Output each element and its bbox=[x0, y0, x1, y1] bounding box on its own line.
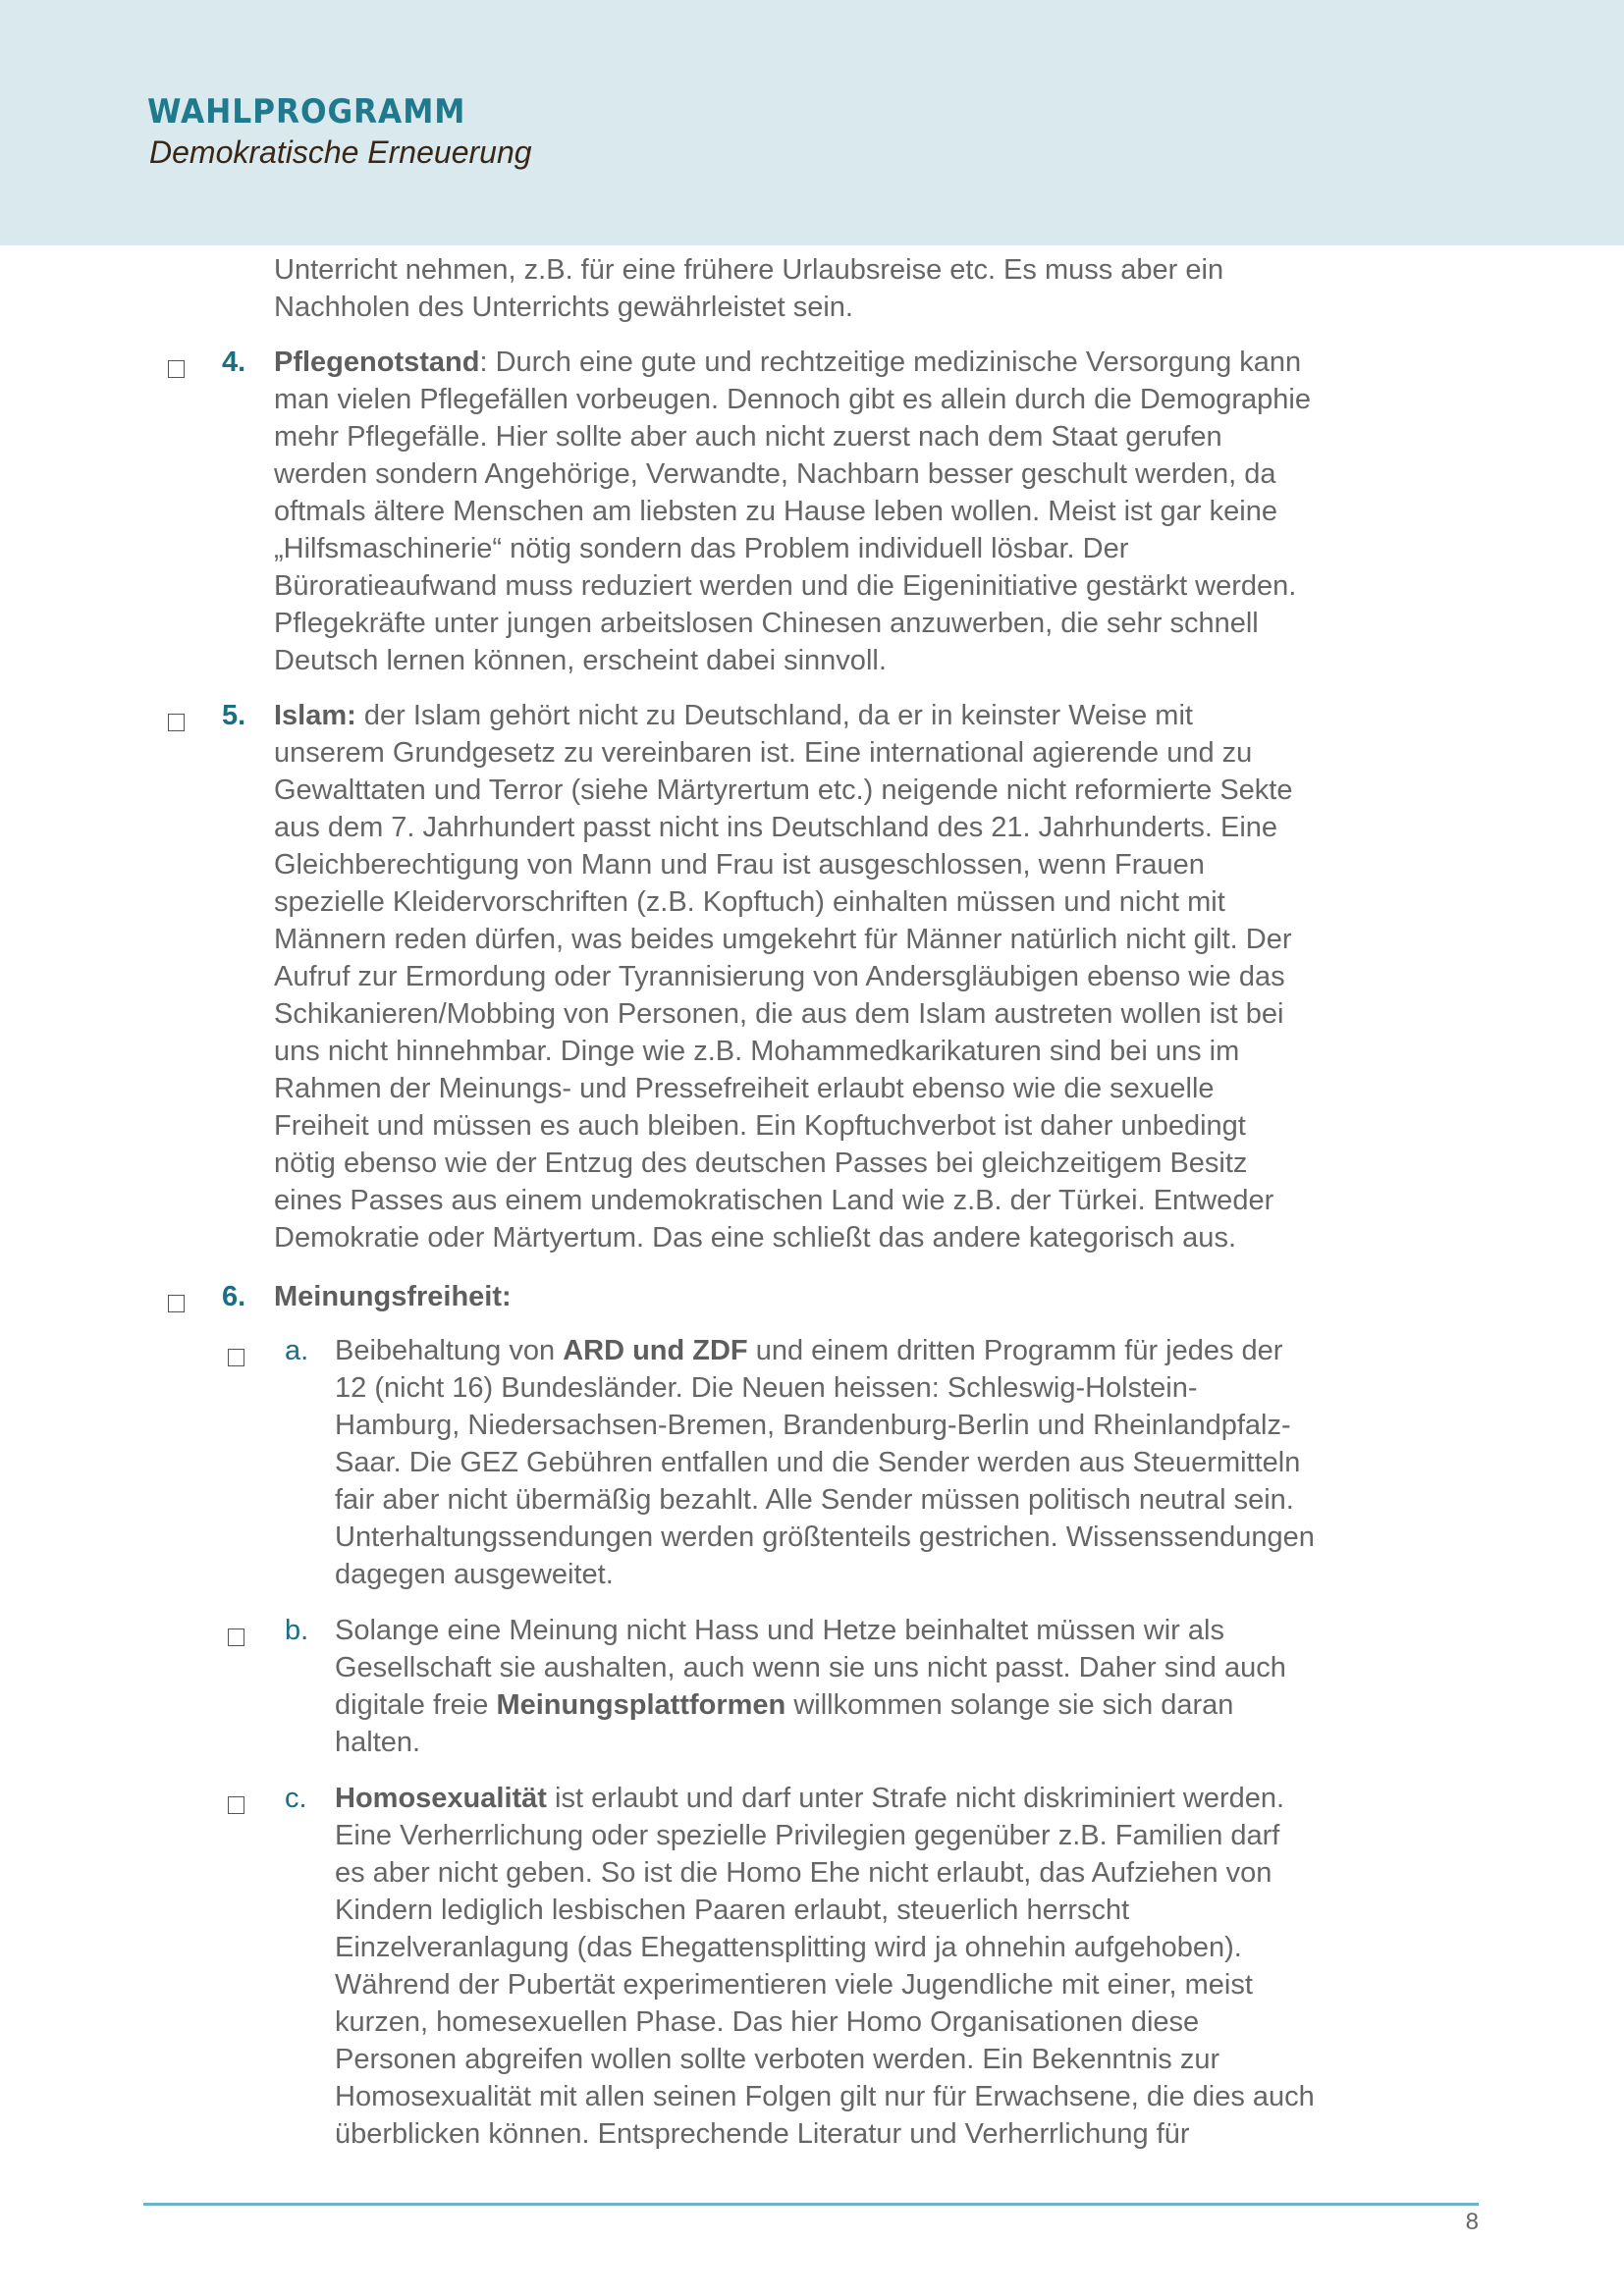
body-text: willkommen solange sie sich daran bbox=[785, 1689, 1234, 1721]
body-line: Gesellschaft sie aushalten, auch wenn sie uns nicht passt. Daher sind auch bbox=[335, 1652, 1286, 1683]
item-5-checkbox[interactable] bbox=[168, 714, 185, 731]
body-text: : Durch eine gute und rechtzeitige medizinische Versorgung kann bbox=[479, 347, 1302, 378]
body-line: Solange eine Meinung nicht Hass und Hetze beinhaltet müssen wir als bbox=[335, 1615, 1224, 1646]
body-line: oftmals ältere Menschen am liebsten zu Hause leben wollen. Meist ist gar keine bbox=[274, 496, 1277, 527]
body-line: Eine Verherrlichung oder spezielle Privilegien gegenüber z.B. Familien darf bbox=[335, 1820, 1280, 1851]
body-line: Saar. Die GEZ Gebühren entfallen und die Sender werden aus Steuermitteln bbox=[335, 1447, 1301, 1478]
body-line: Männern reden dürfen, was beides umgekehrt für Männer natürlich nicht gilt. Der bbox=[274, 924, 1292, 955]
item-6b-letter: b. bbox=[285, 1615, 309, 1646]
body-text: digitale freie bbox=[335, 1689, 497, 1721]
body-line: Einzelveranlagung (das Ehegattensplitting wird ja ohnehin aufgehoben). bbox=[335, 1932, 1242, 1963]
body-line: uns nicht hinnehmbar. Dinge wie z.B. Mohammedkarikaturen sind bei uns im bbox=[274, 1036, 1240, 1067]
item-6c-letter: c. bbox=[285, 1783, 307, 1814]
body-line: Schikanieren/Mobbing von Personen, die aus dem Islam austreten wollen ist bei bbox=[274, 998, 1284, 1030]
emphasis-text: Homosexualität bbox=[335, 1783, 547, 1814]
body-line: aus dem 7. Jahrhundert passt nicht ins Deutschland des 21. Jahrhunderts. Eine bbox=[274, 812, 1278, 843]
body-line: nötig ebenso wie der Entzug des deutschen Passes bei gleichzeitigem Besitz bbox=[274, 1148, 1248, 1179]
item-6b-checkbox[interactable] bbox=[228, 1629, 244, 1646]
body-line: 12 (nicht 16) Bundesländer. Die Neuen heissen: Schleswig-Holstein- bbox=[335, 1372, 1198, 1404]
item-5-heading: Islam: bbox=[274, 700, 356, 731]
body-line: überblicken können. Entsprechende Literatur und Verherrlichung für bbox=[335, 2118, 1190, 2150]
body-line: Kindern lediglich lesbischen Paaren erlaubt, steuerlich herrscht bbox=[335, 1895, 1130, 1926]
body-line: Homosexualität mit allen seinen Folgen gilt nur für Erwachsene, die dies auch bbox=[335, 2081, 1315, 2112]
body-line: Unterhaltungssendungen werden größtenteils gestrichen. Wissenssendungen bbox=[335, 1522, 1315, 1553]
page-number: 8 bbox=[1465, 2209, 1479, 2235]
body-line: Deutsch lernen können, erscheint dabei sinnvoll. bbox=[274, 645, 887, 676]
item-4-first-line bbox=[274, 344, 1301, 381]
item-6c-first-line bbox=[335, 1780, 1284, 1817]
body-line: Demokratie oder Märtyertum. Das eine schließt das andere kategorisch aus. bbox=[274, 1222, 1236, 1254]
item-5-first-line bbox=[274, 697, 1193, 734]
body-line: Freiheit und müssen es auch bleiben. Ein Kopftuchverbot ist daher unbedingt bbox=[274, 1110, 1246, 1142]
body-text: der Islam gehört nicht zu Deutschland, da er in keinster Weise mit bbox=[355, 700, 1193, 731]
body-line: kurzen, homesexuellen Phase. Das hier Homo Organisationen diese bbox=[335, 2006, 1200, 2038]
emphasis-text: ARD und ZDF bbox=[563, 1335, 748, 1366]
body-line: halten. bbox=[335, 1727, 421, 1758]
item-6a-checkbox[interactable] bbox=[228, 1349, 244, 1366]
body-line: mehr Pflegefälle. Hier sollte aber auch nicht zuerst nach dem Staat gerufen bbox=[274, 421, 1222, 453]
body-line: werden sondern Angehörige, Verwandte, Nachbarn besser geschult werden, da bbox=[274, 458, 1276, 490]
item-6a-letter: a. bbox=[285, 1335, 309, 1366]
body-line: „Hilfsmaschinerie“ nötig sondern das Problem individuell lösbar. Der bbox=[274, 533, 1129, 564]
footer-divider bbox=[143, 2203, 1479, 2206]
body-line: spezielle Kleidervorschriften (z.B. Kopftuch) einhalten müssen und nicht mit bbox=[274, 886, 1225, 918]
item-4-heading: Pflegenotstand bbox=[274, 347, 480, 378]
body-line: Nachholen des Unterrichts gewährleistet sein. bbox=[274, 292, 853, 323]
body-line: Personen abgreifen wollen sollte verboten werden. Ein Bekenntnis zur bbox=[335, 2044, 1220, 2075]
item-6c-checkbox[interactable] bbox=[228, 1796, 244, 1814]
emphasis-text: Meinungsplattformen bbox=[496, 1689, 786, 1721]
body-line: Während der Pubertät experimentieren viele Jugendliche mit einer, meist bbox=[335, 1969, 1253, 2001]
item-6-heading-line bbox=[274, 1278, 512, 1315]
body-line: es aber nicht geben. So ist die Homo Ehe nicht erlaubt, das Aufziehen von bbox=[335, 1857, 1272, 1889]
document-title: WAHLPROGRAMM bbox=[147, 92, 466, 132]
body-line: unserem Grundgesetz zu vereinbaren ist. Eine international agierende und zu bbox=[274, 737, 1253, 769]
body-line: Gewalttaten und Terror (siehe Märtyrertum etc.) neigende nicht reformierte Sekte bbox=[274, 774, 1293, 806]
item-5-number: 5. bbox=[222, 700, 246, 731]
item-6-checkbox[interactable] bbox=[168, 1295, 185, 1312]
body-line bbox=[335, 1686, 1233, 1724]
body-line: Rahmen der Meinungs- und Pressefreiheit erlaubt ebenso wie die sexuelle bbox=[274, 1073, 1215, 1104]
document-subtitle: Demokratische Erneuerung bbox=[149, 134, 532, 170]
body-text: und einem dritten Programm für jedes der bbox=[747, 1335, 1283, 1366]
body-line: dagegen ausgeweitet. bbox=[335, 1559, 614, 1590]
body-line: Gleichberechtigung von Mann und Frau ist ausgeschlossen, wenn Frauen bbox=[274, 849, 1205, 881]
body-text: ist erlaubt und darf unter Strafe nicht diskriminiert werden. bbox=[546, 1783, 1285, 1814]
page-header bbox=[0, 0, 1624, 245]
item-4-checkbox[interactable] bbox=[168, 360, 185, 378]
body-line: Büroratieaufwand muss reduziert werden und die Eigeninitiative gestärkt werden. bbox=[274, 570, 1297, 602]
body-line: Pflegekräfte unter jungen arbeitslosen Chinesen anzuwerben, die sehr schnell bbox=[274, 608, 1259, 639]
body-line: Unterricht nehmen, z.B. für eine frühere Urlaubsreise etc. Es muss aber ein bbox=[274, 254, 1224, 286]
body-line: man vielen Pflegefällen vorbeugen. Dennoch gibt es allein durch die Demographie bbox=[274, 384, 1311, 415]
body-line: Hamburg, Niedersachsen-Bremen, Brandenburg-Berlin und Rheinlandpfalz- bbox=[335, 1410, 1291, 1441]
item-6-heading: Meinungsfreiheit: bbox=[274, 1281, 512, 1312]
body-line: fair aber nicht übermäßig bezahlt. Alle Sender müssen politisch neutral sein. bbox=[335, 1484, 1294, 1516]
item-6-number: 6. bbox=[222, 1281, 246, 1312]
item-4-number: 4. bbox=[222, 347, 246, 378]
body-line: Aufruf zur Ermordung oder Tyrannisierung von Andersgläubigen ebenso wie das bbox=[274, 961, 1285, 992]
body-line: eines Passes aus einem undemokratischen Land wie z.B. der Türkei. Entweder bbox=[274, 1185, 1274, 1216]
body-text: Beibehaltung von bbox=[335, 1335, 564, 1366]
item-6a-first-line bbox=[335, 1332, 1282, 1369]
